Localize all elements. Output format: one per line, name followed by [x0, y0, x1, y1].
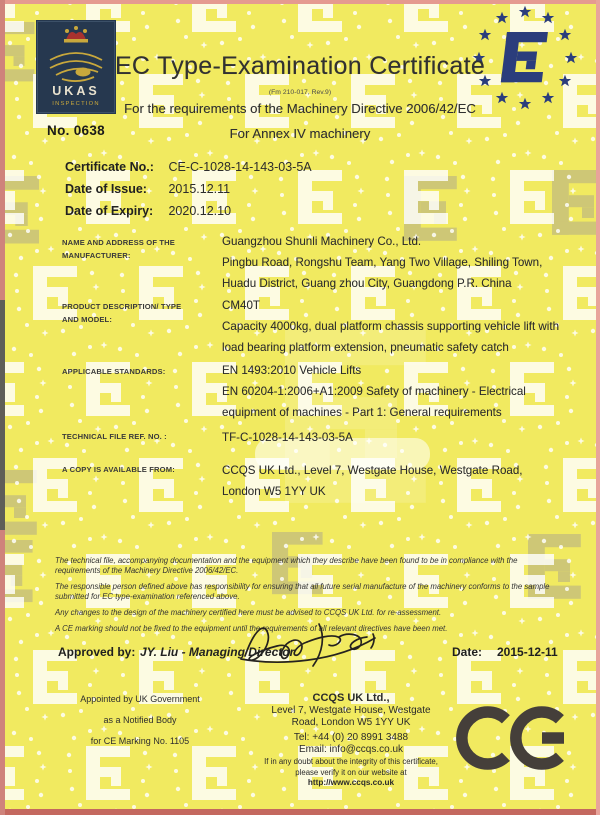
copy-available-line2: London W5 1YY UK	[222, 485, 326, 498]
date-of-issue-value: 2015.12.11	[168, 182, 231, 196]
notified-body-block	[50, 694, 230, 757]
annex-line: For Annex IV machinery	[229, 126, 371, 141]
technical-file-label: TECHNICAL FILE REF. NO. :	[62, 432, 167, 441]
product-model: CM40T	[222, 299, 261, 312]
approved-by-label: Approved by:	[58, 645, 136, 659]
scan-edge-bottom	[0, 809, 600, 815]
standards-label: APPLICABLE STANDARDS:	[62, 367, 166, 376]
approver-name: JY. Liu - Managing Director	[140, 645, 295, 659]
ukas-acronym: UKAS	[52, 84, 100, 98]
legal-paragraph-3: Any changes to the design of the machinery certified here must be advised to CCQS UK Ltd. for re-assessment.	[55, 608, 442, 617]
standards-line3: equipment of machines - Part 1: General requirements	[222, 406, 502, 419]
copy-available-line1: CCQS UK Ltd., Level 7, Westgate House, Westgate Road,	[222, 464, 523, 477]
date-of-expiry-row	[65, 200, 545, 222]
manufacturer-label-line1: NAME AND ADDRESS OF THE	[62, 238, 175, 247]
issuer-email: Email: info@ccqs.co.uk	[298, 744, 404, 755]
product-label-line1: PRODUCT DESCRIPTION/ TYPE	[62, 302, 182, 311]
verify-note-line1: If in any doubt about the integrity of this certificate,	[264, 757, 438, 766]
notified-body-line1: Appointed by UK Government	[80, 694, 200, 704]
certificate-fields	[65, 156, 545, 222]
product-value	[222, 295, 572, 358]
product-label-line2: AND MODEL:	[62, 315, 113, 324]
date-of-issue-row	[65, 178, 545, 200]
legal-paragraph-4: A CE marking should not be fixed to the equipment until the requirements of all relevant directives have been met.	[55, 624, 448, 633]
directive-line: For the requirements of the Machinery Directive 2006/42/EC	[124, 101, 476, 116]
manufacturer-value	[222, 231, 572, 294]
page-title: EC Type-Examination Certificate	[114, 52, 486, 80]
manufacturer-line3: Huadu District, Guang zhou City, Guangdong P.R. China	[222, 277, 512, 290]
date-of-expiry-value: 2020.12.10	[168, 204, 232, 218]
certificate-number-value: CE-C-1028-14-143-03-5A	[168, 160, 312, 174]
product-desc-line1: Capacity 4000kg, dual platform chassis supporting vehicle lift with	[222, 320, 560, 333]
manufacturer-line2: Pingbu Road, Rongshu Team, Yang Two Village, Shiling Town,	[222, 256, 543, 269]
manufacturer-label	[62, 236, 194, 262]
scan-edge-right	[596, 0, 600, 815]
date-of-issue-label: Date of Issue:	[65, 182, 147, 196]
date-of-expiry-label: Date of Expiry:	[65, 204, 154, 218]
issuer-website: http://www.ccqs.co.uk	[307, 778, 395, 787]
certificate-number-row	[65, 156, 545, 178]
legal-paragraph-2: The responsible person defined above has responsibility for ensuring that all future serial manufacture of the machinery conforms to the sample submitted for EC type-examination referenced above.	[55, 582, 550, 601]
notified-body-line2: as a Notified Body	[103, 715, 177, 725]
ukas-subtitle: INSPECTION	[52, 101, 100, 107]
product-desc-line2: load bearing platform extension, pneumatic safety catch	[222, 341, 509, 354]
product-label	[62, 300, 194, 326]
manufacturer-line1: Guangzhou Shunli Machinery Co., Ltd.	[222, 235, 422, 248]
scan-edge-left-shadow	[0, 300, 5, 530]
form-reference: (Fm 210-017, Rev.9)	[268, 89, 332, 96]
issuer-address-line2: Road, London W5 1YY UK	[291, 717, 411, 728]
standards-line2: EN 60204-1:2006+A1:2009 Safety of machinery - Electrical	[222, 385, 526, 398]
issuer-name: CCQS UK Ltd.,	[312, 692, 390, 704]
manufacturer-label-line2: MANUFACTURER:	[62, 251, 131, 260]
legal-paragraph-1: The technical file, accompanying documentation and the equipment which they describe have been found to be in compliance with the requirements of the Machinery Directive 2006/42/EC.	[55, 556, 518, 575]
notified-body-line3: for CE Marking No. 1105	[90, 736, 190, 746]
issuer-tel: Tel: +44 (0) 20 8991 3488	[293, 732, 409, 743]
notified-body-number: No. 0638	[47, 123, 105, 138]
approval-date-value: 2015-12-11	[497, 645, 558, 659]
ce-mark-icon	[448, 700, 593, 780]
issuer-address-line1: Level 7, Westgate House, Westgate	[271, 705, 431, 716]
standards-line1: EN 1493:2010 Vehicle Lifts	[222, 364, 362, 377]
standards-value	[222, 360, 572, 423]
copy-available-value	[222, 460, 572, 502]
copy-available-label: A COPY IS AVAILABLE FROM:	[62, 465, 175, 474]
approval-row	[0, 645, 600, 669]
approval-date-label: Date:	[452, 645, 483, 659]
issuer-contact-block	[240, 692, 462, 787]
certificate-number-label: Certificate No.:	[65, 160, 154, 174]
technical-file-value: TF-C-1028-14-143-03-5A	[222, 431, 353, 444]
verify-note-line2: please verify it on our website at	[295, 767, 407, 777]
